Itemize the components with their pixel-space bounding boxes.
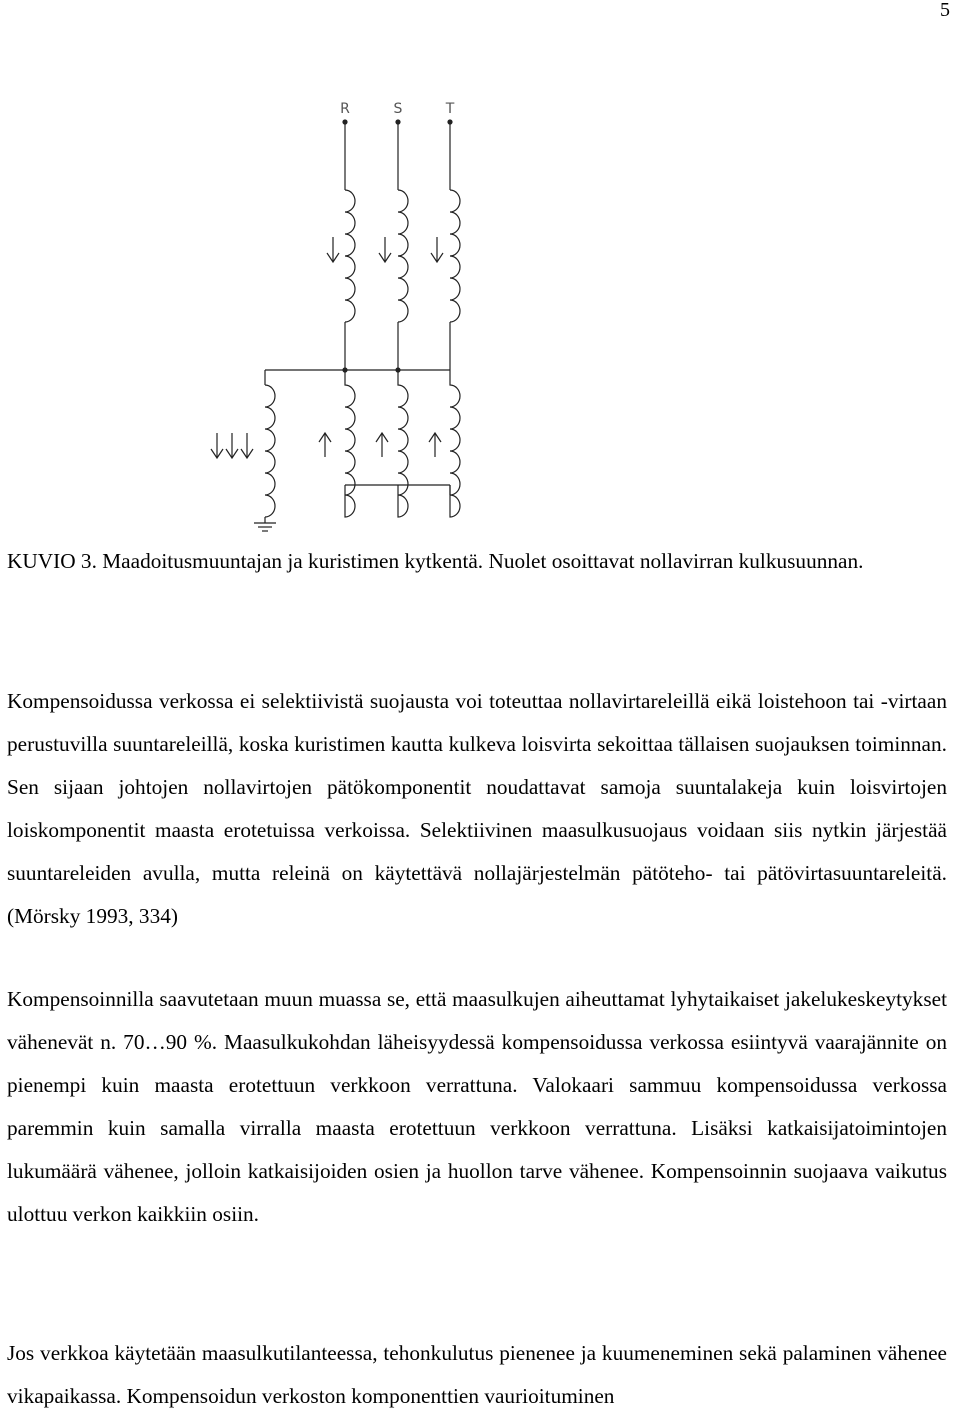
- phase-label-s: S: [393, 101, 403, 117]
- winding-primary-t: [450, 122, 460, 370]
- current-arrow-down-icon: [379, 237, 391, 262]
- phase-label-t: T: [445, 101, 455, 117]
- winding-secondary-t: [450, 370, 460, 517]
- current-arrow-down-icon: [327, 237, 339, 262]
- page-number: 5: [940, 0, 950, 21]
- current-arrow-up-icon: [376, 433, 388, 457]
- winding-secondary-r: [345, 370, 398, 517]
- body-paragraph: Jos verkkoa käytetään maasulkutilanteessa, tehonkulutus pienenee ja kuumeneminen sekä palaminen vähenee vikapaikassa. Kompensoidun verkoston komponenttien vaurioituminen: [7, 1341, 947, 1408]
- winding-primary-s: [398, 122, 408, 370]
- grounding-reactor: [265, 370, 275, 523]
- winding-primary-r: [345, 122, 355, 370]
- body-paragraph: Kompensoidussa verkossa ei selektiivistä suojausta voi toteuttaa nollavirtareleillä eikä loistehoon tai -virtaan perustuvilla suuntareleillä, koska kuristimen kautta kulkeva loisvirta sekoittaa tällaisen suojauksen toiminnan. Sen sijaan johtojen nollavirtojen pätökomponentit noudattavat samoja suuntalakeja kuin loisvirtojen loiskomponentit maasta erotetuissa verkoissa. Selektiivinen maasulkusuojaus voidaan siis nytkin järjestää suuntareleiden avulla, mutta releinä on käytettävä nollajärjestelmän pätöteho- tai pätövirtasuuntareleitä. (Mörsky 1993, 334): [7, 689, 947, 928]
- body-paragraph: Kompensoinnilla saavutetaan muun muassa se, että maasulkujen aiheuttamat lyhytaikaiset jakelukeskeytykset vähenevät n. 70…90 %. Maasulkukohdan läheisyydessä kompensoidussa verkossa esiintyvä vaarajännite on pienempi kuin maasta erotettuun verkkoon verrattuna. Valokaari sammuu kompensoidussa verkossa paremmin kuin samalla virralla maasta erotettuun verkkoon verrattuna. Lisäksi katkaisijatoimintojen lukumäärä vähenee, jolloin katkaisijoiden osien ja huollon tarve vähenee. Kompensoinnin suojaava vaikutus ulottuu verkon kaikkiin osiin.: [7, 987, 947, 1226]
- circuit-diagram: [205, 95, 485, 535]
- winding-secondary-s: [398, 370, 450, 517]
- current-arrow-down-icon: [431, 237, 443, 262]
- current-arrow-up-icon: [429, 433, 441, 457]
- phase-label-r: R: [340, 101, 350, 117]
- figure-caption: KUVIO 3. Maadoitusmuuntajan ja kuristimen kytkentä. Nuolet osoittavat nollavirran kulkusuunnan.: [7, 549, 864, 573]
- ground-icon: [254, 523, 276, 531]
- grounding-transformer-schematic: [205, 95, 485, 535]
- current-arrow-up-icon: [319, 433, 331, 457]
- current-arrows-down-icon: [211, 433, 253, 458]
